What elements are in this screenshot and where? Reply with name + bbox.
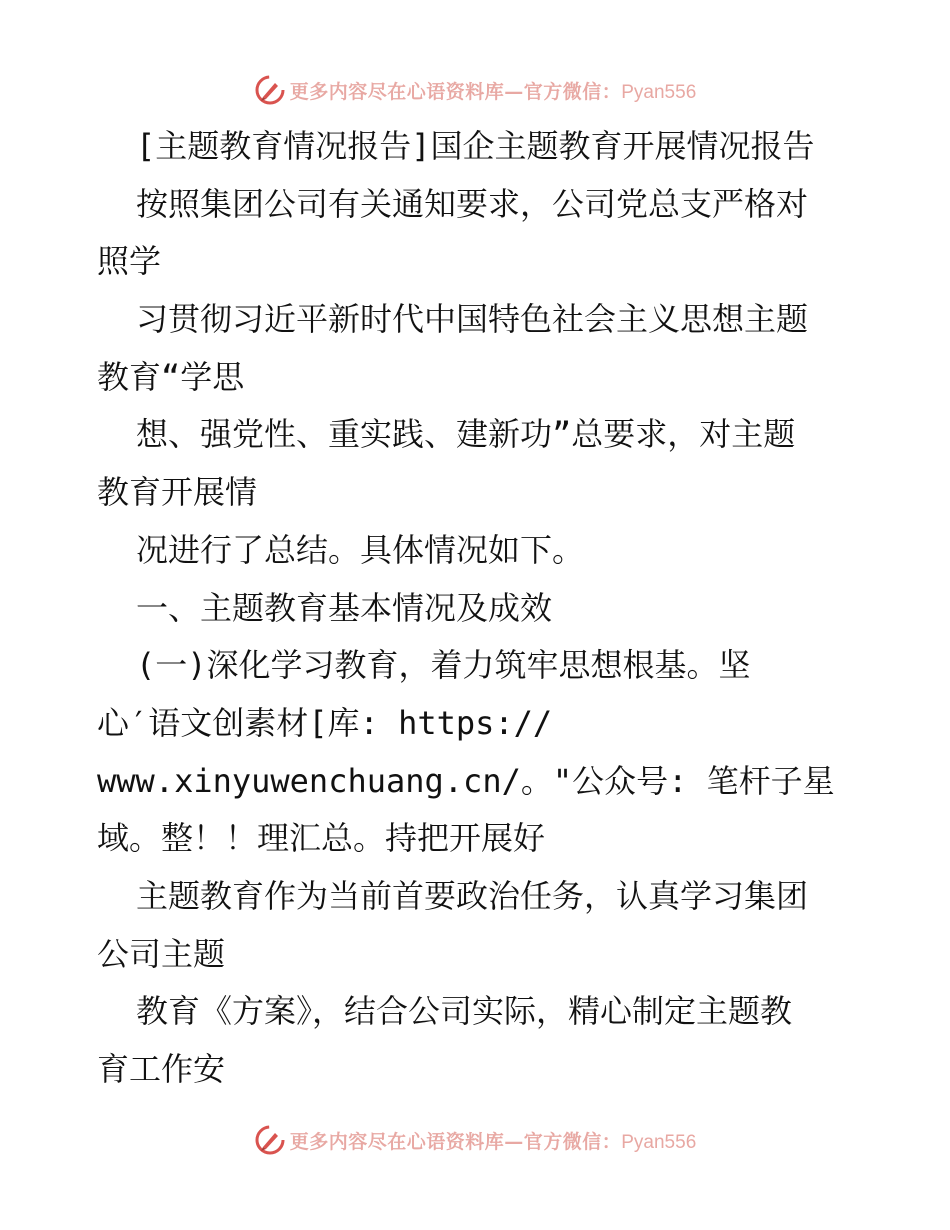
pen-circle-logo-icon (254, 1124, 286, 1156)
text-line: 习贯彻习近平新时代中国特色社会主义思想主题 (136, 300, 809, 339)
text-line: 照学 (97, 242, 162, 281)
watermark-text: 更多内容尽在心语资料库—官方微信：Pyan556 (289, 80, 697, 103)
text-line: 教育“学思 (97, 357, 245, 396)
text-line: www.xinyuwenchuang.cn/。"公众号: 笔杆子星 (97, 761, 835, 800)
document-body (97, 118, 857, 1099)
text-line: 育工作安 (97, 1050, 226, 1088)
subsection-heading: (一)深化学习教育，着力筑牢思想根基。坚 (136, 646, 751, 685)
footer-watermark (0, 1120, 950, 1160)
header-watermark (0, 70, 950, 110)
text-line: 公司主题 (97, 934, 226, 973)
pen-circle-logo-icon (254, 74, 286, 106)
text-line: 主题教育作为当前首要政治任务，认真学习集团 (136, 876, 809, 915)
text-line: 想、强党性、重实践、建新功”总要求，对主题 (136, 415, 796, 454)
text-line: 教育开展情 (97, 473, 258, 512)
text-line: 教育《方案》，结合公司实际，精心制定主题教 (136, 992, 793, 1031)
watermark-text: 更多内容尽在心语资料库—官方微信：Pyan556 (289, 1130, 697, 1153)
text-line: 心′语文创素材[库: https:// (97, 703, 553, 742)
section-heading: 一、主题教育基本情况及成效 (136, 588, 553, 627)
text-line: 域。整！！理汇总。持把开展好 (97, 819, 546, 858)
document-title: [主题教育情况报告]国企主题教育开展情况报告 (136, 127, 815, 165)
text-line: 况进行了总结。具体情况如下。 (136, 530, 585, 569)
text-line: 按照集团公司有关通知要求，公司党总支严格对 (136, 184, 809, 223)
